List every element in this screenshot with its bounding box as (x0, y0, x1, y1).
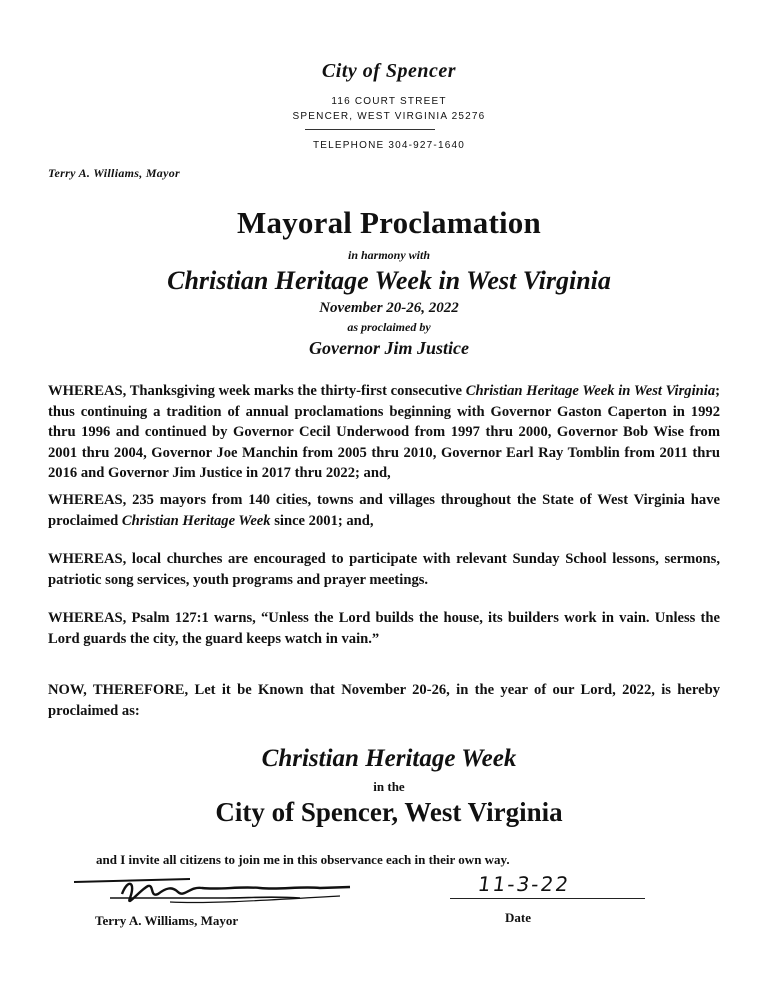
signer-name: Terry A. Williams, Mayor (95, 913, 239, 928)
date-label: Date (505, 910, 531, 925)
whereas-paragraph-4: WHEREAS, Psalm 127:1 warns, “Unless the Lord builds the house, its builders work in vain. Unless the Lord guards the city, the guard keeps watch in vain.” (48, 610, 720, 647)
p2-emphasis: Christian Heritage Week (121, 512, 271, 529)
closing-city-name: City of Spencer, West Virginia (215, 797, 563, 827)
whereas-paragraph-3: WHEREAS, local churches are encouraged to participate with relevant Sunday School lessons, sermons, patriotic song services, youth programs and prayer meetings. (48, 551, 720, 588)
p1-emphasis: Christian Heritage Week in West Virginia (465, 383, 716, 399)
letterhead-city-name: City of Spencer (321, 60, 457, 82)
handwritten-date: 11-3-22 (476, 872, 572, 896)
letterhead-city-state-zip: SPENCER, WEST VIRGINIA 25276 (292, 111, 486, 122)
proclamation-dates: November 20-26, 2022 (319, 300, 459, 316)
whereas-paragraph-2 (48, 490, 720, 531)
closing-in-the: in the (373, 779, 405, 794)
date-line (450, 898, 645, 899)
letterhead-street-address: 116 COURT STREET (331, 96, 447, 107)
mayor-signature-icon (70, 868, 360, 916)
letterhead-divider (305, 129, 435, 130)
letterhead-mayor-name: Terry A. Williams, Mayor (48, 166, 180, 180)
proclaimed-by-label: as proclaimed by (347, 320, 431, 334)
p1-text-a: WHEREAS, Thanksgiving week marks the thirty-first consecutive (48, 383, 466, 399)
p2-text-b: since 2001; and, (270, 512, 374, 529)
governor-name: Governor Jim Justice (309, 338, 469, 358)
p1-text-b: ; thus continuing a tradition of annual proclamations beginning with Governor Gaston Caperton in 1992 thru 1996 and continued by Governor Cecil Underwood from 1997 thru 2000, Governor Bob Wise from 2001 thru 2004, Governor Joe Manchin from 2005 thru 2010, Governor Earl Ray Tomblin from 2011 thru 2016 and Governor Jim Justice in 2017 thru 2022; and, (48, 383, 720, 481)
proclamation-subtitle: in harmony with (347, 248, 431, 262)
closing-heritage-week: Christian Heritage Week (261, 745, 517, 772)
invitation-statement: and I invite all citizens to join me in this observance each in their own way. (96, 852, 510, 867)
therefore-paragraph: NOW, THEREFORE, Let it be Known that November 20-26, in the year of our Lord, 2022, is hereby proclaimed as: (48, 682, 720, 719)
whereas-paragraph-1 (48, 381, 720, 484)
p2-text-a: WHEREAS, 235 mayors from 140 cities, towns and villages throughout the State of West Virginia have proclaimed (48, 492, 720, 529)
proclamation-title: Mayoral Proclamation (237, 205, 541, 240)
letterhead-telephone: TELEPHONE 304-927-1640 (312, 140, 466, 151)
proclamation-event-name: Christian Heritage Week in West Virginia (167, 266, 611, 295)
